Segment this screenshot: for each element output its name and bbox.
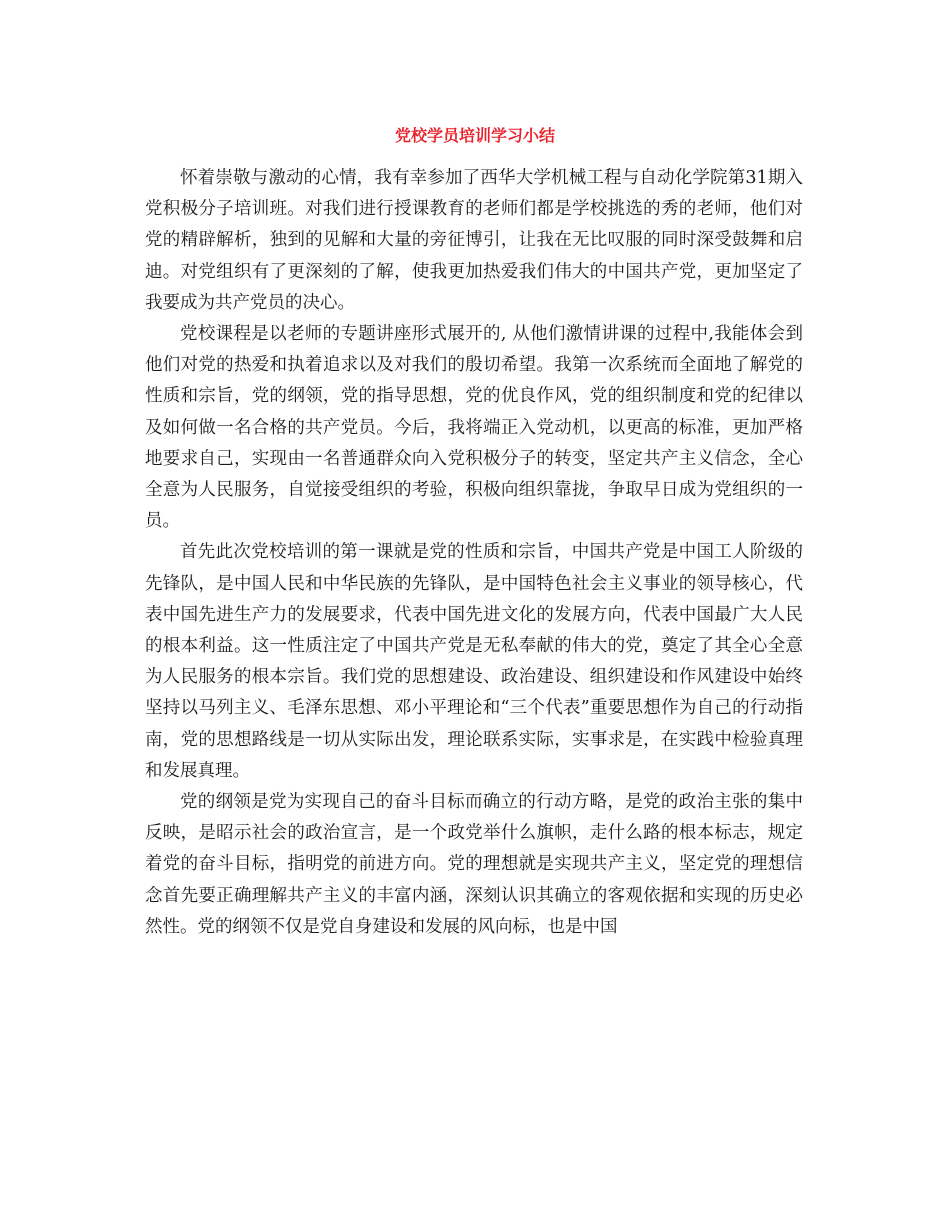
paragraph-4: 党的纲领是党为实现自己的奋斗目标而确立的行动方略，是党的政治主张的集中反映，是昭示社会的政治宣言，是一个政党举什么旗帜，走什么路的根本标志，规定着党的奋斗目标，指明党的前进方向。党的理想就是实现共产主义，坚定党的理想信念首先要正确理解共产主义的丰富内涵，深刻认识其确立的客观依据和实现的历史必然性。党的纲领不仅是党自身建设和发展的风向标，也是中国 [145, 792, 803, 937]
paragraph-1: 怀着崇敬与激动的心情，我有幸参加了西华大学机械工程与自动化学院第31期入党积极分子培训班。对我们进行授课教育的老师们都是学校挑选的秀的老师，他们对党的精辟解析，独到的见解和大量的旁征博引，让我在无比叹服的同时深受鼓舞和启迪。对党组织有了更深刻的了解，使我更加热爱我们伟大的中国共产党，更加坚定了我要成为共产党员的决心。 [145, 168, 803, 313]
document-body [145, 163, 803, 943]
document-title: 党校学员培训学习小结 [394, 126, 555, 145]
paragraph-2: 党校课程是以老师的专题讲座形式展开的, 从他们激情讲课的过程中,我能体会到他们对党的热爱和执着追求以及对我们的殷切希望。我第一次系统而全面地了解党的性质和宗旨，党的纲领，党的指导思想，党的优良作风，党的组织制度和党的纪律以及如何做一名合格的共产党员。今后，我将端正入党动机，以更高的标准，更加严格地要求自己，实现由一名普通群众向入党积极分子的转变，坚定共产主义信念，全心全意为人民服务，自觉接受组织的考验，积极向组织靠拢，争取早日成为党组织的一员。 [145, 324, 803, 532]
paragraph-3: 首先此次党校培训的第一课就是党的性质和宗旨，中国共产党是中国工人阶级的先锋队，是中国人民和中华民族的先锋队，是中国特色社会主义事业的领导核心，代表中国先进生产力的发展要求，代表中国先进文化的发展方向，代表中国最广大人民的根本利益。这一性质注定了中国共产党是无私奉献的伟大的党，奠定了其全心全意为人民服务的根本宗旨。我们党的思想建设、政治建设、组织建设和作风建设中始终坚持以马列主义、毛泽东思想、邓小平理论和“三个代表”重要思想作为自己的行动指南，党的思想路线是一切从实际出发，理论联系实际，实事求是，在实践中检验真理和发展真理。 [145, 542, 803, 781]
